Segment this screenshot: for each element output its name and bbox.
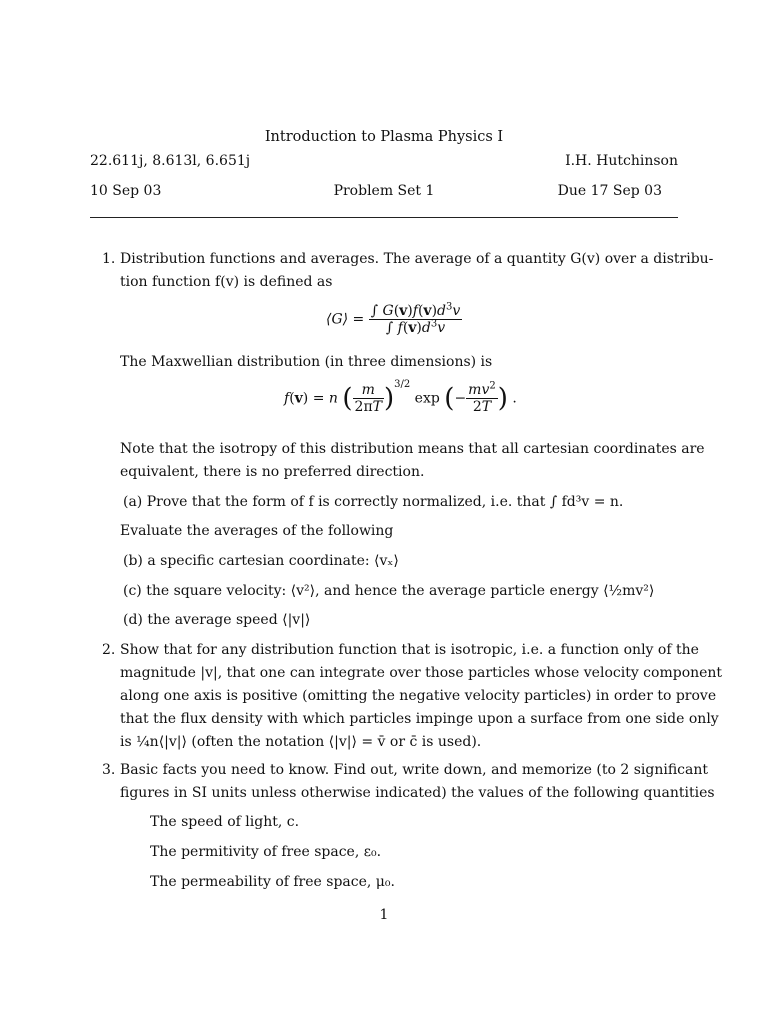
problem-3-number: 3. bbox=[102, 762, 116, 778]
problem-2-line3: along one axis is positive (omitting the negative velocity particles) in order to prove bbox=[120, 688, 717, 704]
problem-2-line1: Show that for any distribution function that is isotropic, i.e. a function only of the bbox=[120, 642, 699, 658]
header-rule bbox=[90, 217, 678, 218]
constant-speed-of-light: The speed of light, c. bbox=[150, 814, 300, 830]
problem-3-line2: figures in SI units unless otherwise indicated) the values of the following quantities bbox=[120, 785, 715, 801]
problem-2-text bbox=[120, 639, 723, 759]
average-fraction: $\frac{\int G(v)f(v)d^3v}{\int f(v)d^3v}$ bbox=[370, 301, 461, 336]
due-date: Due 17 Sep 03 bbox=[557, 183, 662, 199]
constant-permittivity: The permitivity of free space, ε₀. bbox=[150, 844, 382, 860]
issue-date: 10 Sep 03 bbox=[90, 183, 162, 199]
average-definition-equation: ⟨G⟩ = $\frac{\int G(v)f(v)d^3v}{\int f(v)d^3v}$ bbox=[326, 301, 461, 336]
problem-1-part-b: (b) a specific cartesian coordinate: ⟨vₓ⟩ bbox=[123, 553, 399, 569]
problem-2-line5: is ¼n⟨|v|⟩ (often the notation ⟨|v|⟩ = v̄ or c̄ is used). bbox=[120, 734, 482, 750]
problem-1-intro-line2: tion function f(v) is defined as bbox=[120, 274, 333, 290]
maxwellian-equation: f(v) = n ( $\frac{m}{2\pi T}$ )$^{3/2}$ exp (− $\frac{mv^2}{2T}$ ) . bbox=[284, 378, 517, 415]
problem-3-text bbox=[120, 759, 715, 809]
isotropy-line1: Note that the isotropy of this distribution means that all cartesian coordinates are bbox=[120, 441, 705, 457]
problem-2-line4: that the flux density with which particles impinge upon a surface from one side only bbox=[120, 711, 719, 727]
problem-set-title: Problem Set 1 bbox=[333, 183, 435, 199]
course-title: Introduction to Plasma Physics I bbox=[264, 129, 504, 145]
problem-1-intro-line1: Distribution functions and averages. The average of a quantity G(v) over a distribu- bbox=[120, 251, 714, 267]
problem-1-number: 1. bbox=[102, 251, 116, 267]
problem-3-line1: Basic facts you need to know. Find out, write down, and memorize (to 2 significant bbox=[120, 762, 709, 778]
problem-2-line2: magnitude |v|, that one can integrate over those particles whose velocity component bbox=[120, 665, 723, 681]
evaluate-averages: Evaluate the averages of the following bbox=[120, 523, 394, 539]
problem-1-part-a: (a) Prove that the form of f is correctly normalized, i.e. that ∫ fd³v = n. bbox=[123, 494, 624, 510]
instructor-name: I.H. Hutchinson bbox=[565, 153, 678, 169]
problem-2-number: 2. bbox=[102, 642, 116, 658]
page-number: 1 bbox=[379, 907, 389, 923]
constant-permeability: The permeability of free space, μ₀. bbox=[150, 874, 395, 890]
isotropy-line2: equivalent, there is no preferred direction. bbox=[120, 464, 425, 480]
course-numbers: 22.611j, 8.613l, 6.651j bbox=[90, 153, 251, 169]
problem-1-part-d: (d) the average speed ⟨|v|⟩ bbox=[123, 612, 311, 628]
problem-1-part-c: (c) the square velocity: ⟨v²⟩, and hence the average particle energy ⟨½mv²⟩ bbox=[123, 583, 655, 599]
maxwellian-intro: The Maxwellian distribution (in three dimensions) is bbox=[120, 354, 493, 370]
